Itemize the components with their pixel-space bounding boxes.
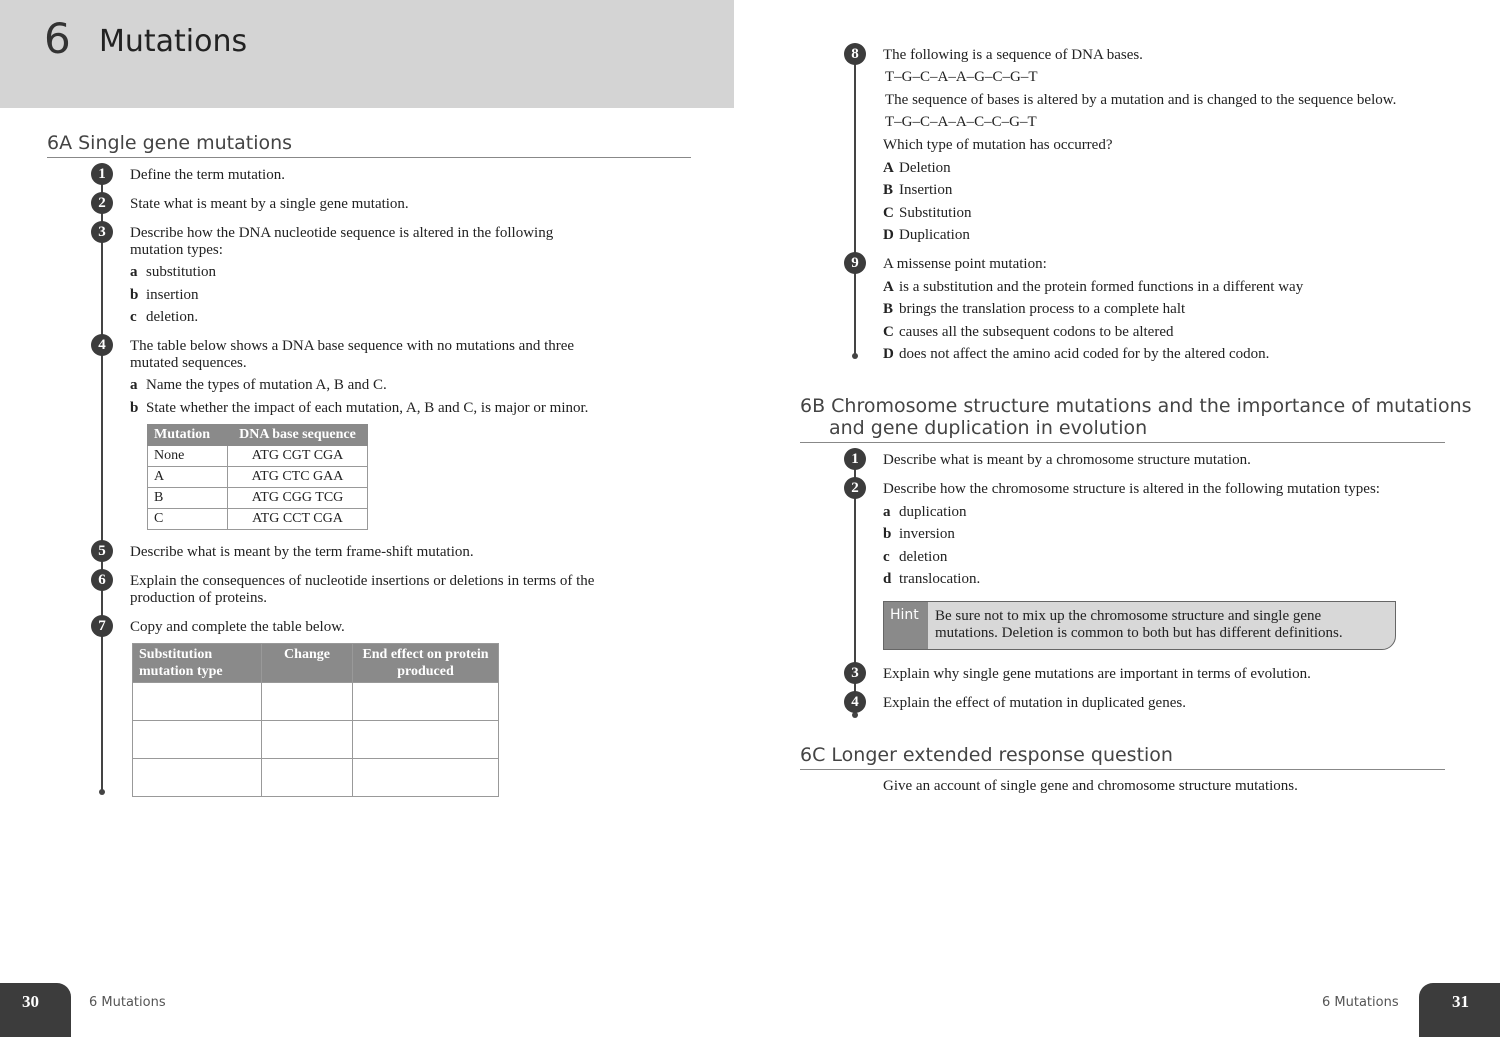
running-footer-right: 6 Mutations: [1322, 995, 1399, 1010]
question-badge: 7: [91, 615, 113, 637]
question-text: Explain the effect of mutation in duplicated genes.: [883, 695, 1186, 711]
question-text: Give an account of single gene and chromosome structure mutations.: [883, 778, 1298, 794]
table-header: Mutation: [148, 425, 228, 446]
running-footer-left: 6 Mutations: [89, 995, 166, 1010]
section-c-heading: 6C Longer extended response question: [800, 744, 1173, 766]
sub-question: a substitution: [130, 264, 217, 280]
table-cell: C: [148, 509, 228, 530]
question-text: The following is a sequence of DNA bases.: [883, 47, 1143, 63]
hint-label: Hint: [884, 602, 928, 649]
table-cell[interactable]: [353, 759, 499, 797]
question-text: Describe how the chromosome structure is altered in the following mutation types:: [883, 481, 1380, 497]
question-text: mutation types:: [130, 242, 223, 258]
table-row: [133, 759, 499, 797]
table-row: [133, 683, 499, 721]
question-text: The sequence of bases is altered by a mutation and is changed to the sequence below.: [885, 92, 1397, 108]
answer-option[interactable]: B Insertion: [883, 182, 953, 198]
sub-question: a Name the types of mutation A, B and C.: [130, 377, 387, 393]
dna-sequence-table: [147, 424, 368, 530]
table-cell[interactable]: [262, 759, 353, 797]
sub-question: c deletion: [883, 549, 948, 565]
table-header-row: [133, 644, 499, 683]
answer-option[interactable]: A is a substitution and the protein formed functions in a different way: [883, 279, 1304, 295]
section-b-rule: [800, 442, 1445, 443]
question-text: Describe how the DNA nucleotide sequence is altered in the following: [130, 225, 554, 241]
question-text: Define the term mutation.: [130, 167, 285, 183]
question-badge: 6: [91, 569, 113, 591]
table-cell[interactable]: [133, 683, 262, 721]
section-b-heading: 6B Chromosome structure mutations and the importance of mutations: [800, 395, 1472, 417]
section-a-timeline-end: [99, 789, 105, 795]
table-cell[interactable]: [133, 721, 262, 759]
sub-question: d translocation.: [883, 571, 981, 587]
table-row: [148, 488, 368, 509]
substitution-table: [132, 643, 499, 797]
question-badge: 5: [91, 540, 113, 562]
question-text: Explain why single gene mutations are important in terms of evolution.: [883, 666, 1311, 682]
question-text: State what is meant by a single gene mutation.: [130, 196, 409, 212]
section-a-timeline: [101, 174, 103, 792]
question-badge: 8: [844, 43, 866, 65]
chapter-banner: [0, 0, 734, 108]
question-badge: 2: [844, 477, 866, 499]
question-badge: 4: [91, 334, 113, 356]
answer-option[interactable]: C causes all the subsequent codons to be altered: [883, 324, 1174, 340]
section-a-heading: 6A Single gene mutations: [47, 132, 293, 154]
table-row: [148, 467, 368, 488]
answer-option[interactable]: C Substitution: [883, 205, 972, 221]
answer-option[interactable]: B brings the translation process to a complete halt: [883, 301, 1186, 317]
question-text: Describe what is meant by the term frame-shift mutation.: [130, 544, 474, 560]
table-row: [148, 446, 368, 467]
question-text: Explain the consequences of nucleotide insertions or deletions in terms of the: [130, 573, 595, 589]
section-b-heading: and gene duplication in evolution: [829, 417, 1148, 439]
table-header: DNA base sequence: [228, 425, 368, 446]
question-badge: 1: [91, 163, 113, 185]
table-cell: B: [148, 488, 228, 509]
section-a-rule: [47, 157, 691, 158]
table-cell[interactable]: [353, 683, 499, 721]
question-badge: 2: [91, 192, 113, 214]
question-text: mutated sequences.: [130, 355, 247, 371]
table-header: End effect on protein produced: [353, 644, 499, 683]
table-cell: A: [148, 467, 228, 488]
chapter-title: Mutations: [99, 24, 248, 59]
question-badge: 9: [844, 252, 866, 274]
sub-question: a duplication: [883, 504, 967, 520]
question-badge: 3: [91, 221, 113, 243]
question-badge: 1: [844, 448, 866, 470]
sub-question: b inversion: [883, 526, 955, 542]
question-badge: 3: [844, 662, 866, 684]
table-header: Substitution mutation type: [133, 644, 262, 683]
section-c-rule: [800, 769, 1445, 770]
question-text: Describe what is meant by a chromosome structure mutation.: [883, 452, 1251, 468]
table-cell: None: [148, 446, 228, 467]
dna-sequence-original: T–G–C–A–A–G–C–G–T: [885, 69, 1038, 85]
sub-question: b insertion: [130, 287, 199, 303]
table-row: [148, 509, 368, 530]
table-cell: ATG CTC GAA: [228, 467, 368, 488]
table-cell[interactable]: [133, 759, 262, 797]
dna-sequence-mutated: T–G–C–A–A–C–C–G–T: [885, 114, 1037, 130]
hint-box: [883, 601, 1396, 650]
question-text: A missense point mutation:: [883, 256, 1047, 272]
table-cell[interactable]: [262, 683, 353, 721]
answer-option[interactable]: D Duplication: [883, 227, 970, 243]
table-cell[interactable]: [353, 721, 499, 759]
table-cell: ATG CGT CGA: [228, 446, 368, 467]
section-a-continued-timeline: [854, 54, 856, 356]
hint-text: Be sure not to mix up the chromosome structure and single gene mutations. Deletion is common to both but has different definitions.: [935, 608, 1343, 641]
section-a-continued-timeline-end: [852, 353, 858, 359]
question-badge: 4: [844, 691, 866, 713]
answer-option[interactable]: D does not affect the amino acid coded for by the altered codon.: [883, 346, 1270, 362]
question-text: production of proteins.: [130, 590, 268, 606]
table-header-row: [148, 425, 368, 446]
table-cell: ATG CGG TCG: [228, 488, 368, 509]
chapter-number: 6: [44, 14, 71, 63]
question-text: Which type of mutation has occurred?: [883, 137, 1113, 153]
sub-question: b State whether the impact of each mutation, A, B and C, is major or minor.: [130, 400, 589, 416]
answer-option[interactable]: A Deletion: [883, 160, 951, 176]
sub-question: c deletion.: [130, 309, 199, 325]
table-header: Change: [262, 644, 353, 683]
question-text: Copy and complete the table below.: [130, 619, 345, 635]
table-cell[interactable]: [262, 721, 353, 759]
question-text: The table below shows a DNA base sequence with no mutations and three: [130, 338, 575, 354]
page-number-left: 30: [0, 983, 71, 1037]
page-number-right: 31: [1419, 983, 1500, 1037]
table-row: [133, 721, 499, 759]
table-cell: ATG CCT CGA: [228, 509, 368, 530]
